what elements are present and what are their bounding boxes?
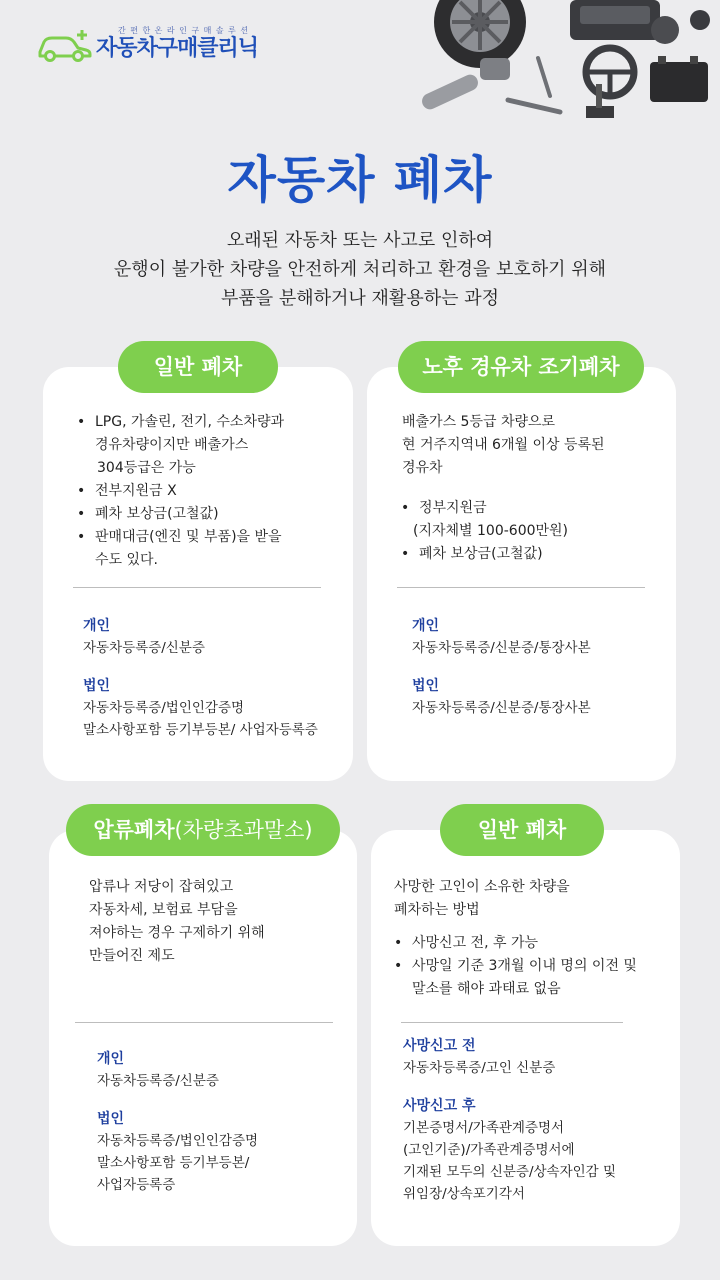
bullet-item: • 정부지원금 (지자체별 100-600만원) <box>399 497 664 543</box>
bullet-item: • 폐차 보상금(고철값) <box>399 543 664 566</box>
corp-heading: 법인 <box>97 1111 125 1127</box>
pill-bold-label: 압류폐차 <box>93 818 175 842</box>
after-report-docs: 기본증명서/가족관계증명서 <box>403 1120 565 1136</box>
corp-heading: 법인 <box>412 678 440 694</box>
desc-line: 져야하는 경우 구제하기 위해 <box>89 925 265 941</box>
before-report-heading: 사망신고 전 <box>403 1038 476 1054</box>
pill-light-label: (차량초과말소) <box>174 818 313 842</box>
bullet-item: • 전부지원금 X <box>75 480 345 503</box>
card-seizure-scrap <box>49 830 357 1246</box>
desc-line: 사망한 고인이 소유한 차량을 <box>394 879 570 895</box>
personal-docs: 자동차등록증/신분증 <box>97 1073 219 1089</box>
divider <box>397 587 645 588</box>
bullet-item: • 사망일 기준 3개월 이내 명의 이전 및 말소를 해야 과태료 없음 <box>392 955 677 1001</box>
bullet-item: • LPG, 가솔린, 전기, 수소차량과 경유차량이지만 배출가스 304등급은 가능 <box>75 411 345 480</box>
general-bullets <box>75 411 345 572</box>
personal-heading: 개인 <box>83 618 111 634</box>
bullet-item: • 판매대금(엔진 및 부품)을 받을 수도 있다. <box>75 526 345 572</box>
pill-deceased-owner-scrap: 일반 폐차 <box>440 804 604 856</box>
before-report-docs: 자동차등록증/고인 신분증 <box>403 1060 556 1076</box>
logo-tagline: 간편한온라인구매솔루션 <box>118 26 253 35</box>
car-plus-logo-icon <box>36 26 92 62</box>
card-deceased-owner-scrap <box>371 830 680 1246</box>
after-report-heading: 사망신고 후 <box>403 1098 476 1114</box>
brand-logo[interactable] <box>36 26 258 62</box>
corp-docs: 자동차등록증/법인인감증명 <box>83 700 245 716</box>
after-report-docs: (고인기준)/가족관계증명서에 <box>403 1142 575 1158</box>
diesel-bullets <box>399 497 664 566</box>
corp-docs: 말소사항포함 등기부등본/ 사업자등록증 <box>83 722 318 738</box>
personal-docs: 자동차등록증/신분증 <box>83 640 205 656</box>
pill-diesel-early-scrap: 노후 경유차 조기폐차 <box>398 341 644 393</box>
desc-line: 만들어진 제도 <box>89 948 175 964</box>
intro-line: 오래된 자동차 또는 사고로 인하여 <box>226 230 494 251</box>
bullet-item: • 폐차 보상금(고철값) <box>75 503 345 526</box>
pill-general-scrap: 일반 폐차 <box>118 341 278 393</box>
desc-line: 자동차세, 보험료 부담을 <box>89 902 238 918</box>
card-general-scrap <box>43 367 353 781</box>
desc-line: 배출가스 5등급 차량으로 <box>402 414 556 430</box>
intro-line: 부품을 분해하거나 재활용하는 과정 <box>221 288 499 309</box>
divider <box>73 587 321 588</box>
personal-heading: 개인 <box>97 1051 125 1067</box>
corp-docs: 말소사항포함 등기부등본/ <box>97 1155 250 1171</box>
deceased-bullets <box>392 932 677 1001</box>
desc-line: 현 거주지역내 6개월 이상 등록된 <box>402 437 605 453</box>
desc-line: 압류나 저당이 잡혀있고 <box>89 879 234 895</box>
card-diesel-early-scrap <box>367 367 676 781</box>
car-parts-illustration <box>400 0 720 135</box>
divider <box>401 1022 623 1023</box>
pill-seizure-scrap <box>66 804 340 856</box>
corp-heading: 법인 <box>83 678 111 694</box>
intro-line: 운행이 불가한 차량을 안전하게 처리하고 환경을 보호하기 위해 <box>113 259 607 280</box>
corp-docs: 자동차등록증/신분증/통장사본 <box>412 700 591 716</box>
divider <box>75 1022 333 1023</box>
after-report-docs: 기재된 모두의 신분증/상속자인감 및 <box>403 1164 617 1180</box>
corp-docs: 사업자등록증 <box>97 1177 176 1193</box>
desc-line: 경유차 <box>402 460 443 476</box>
desc-line: 폐차하는 방법 <box>394 902 480 918</box>
corp-docs: 자동차등록증/법인인감증명 <box>97 1133 259 1149</box>
personal-heading: 개인 <box>412 618 440 634</box>
logo-name: 자동차구매클리닉 <box>96 36 259 61</box>
bullet-item: • 사망신고 전, 후 가능 <box>392 932 677 955</box>
after-report-docs: 위임장/상속포기각서 <box>403 1186 525 1202</box>
page-title: 자동차 폐차 <box>227 151 493 209</box>
intro-text <box>0 226 720 313</box>
personal-docs: 자동차등록증/신분증/통장사본 <box>412 640 591 656</box>
